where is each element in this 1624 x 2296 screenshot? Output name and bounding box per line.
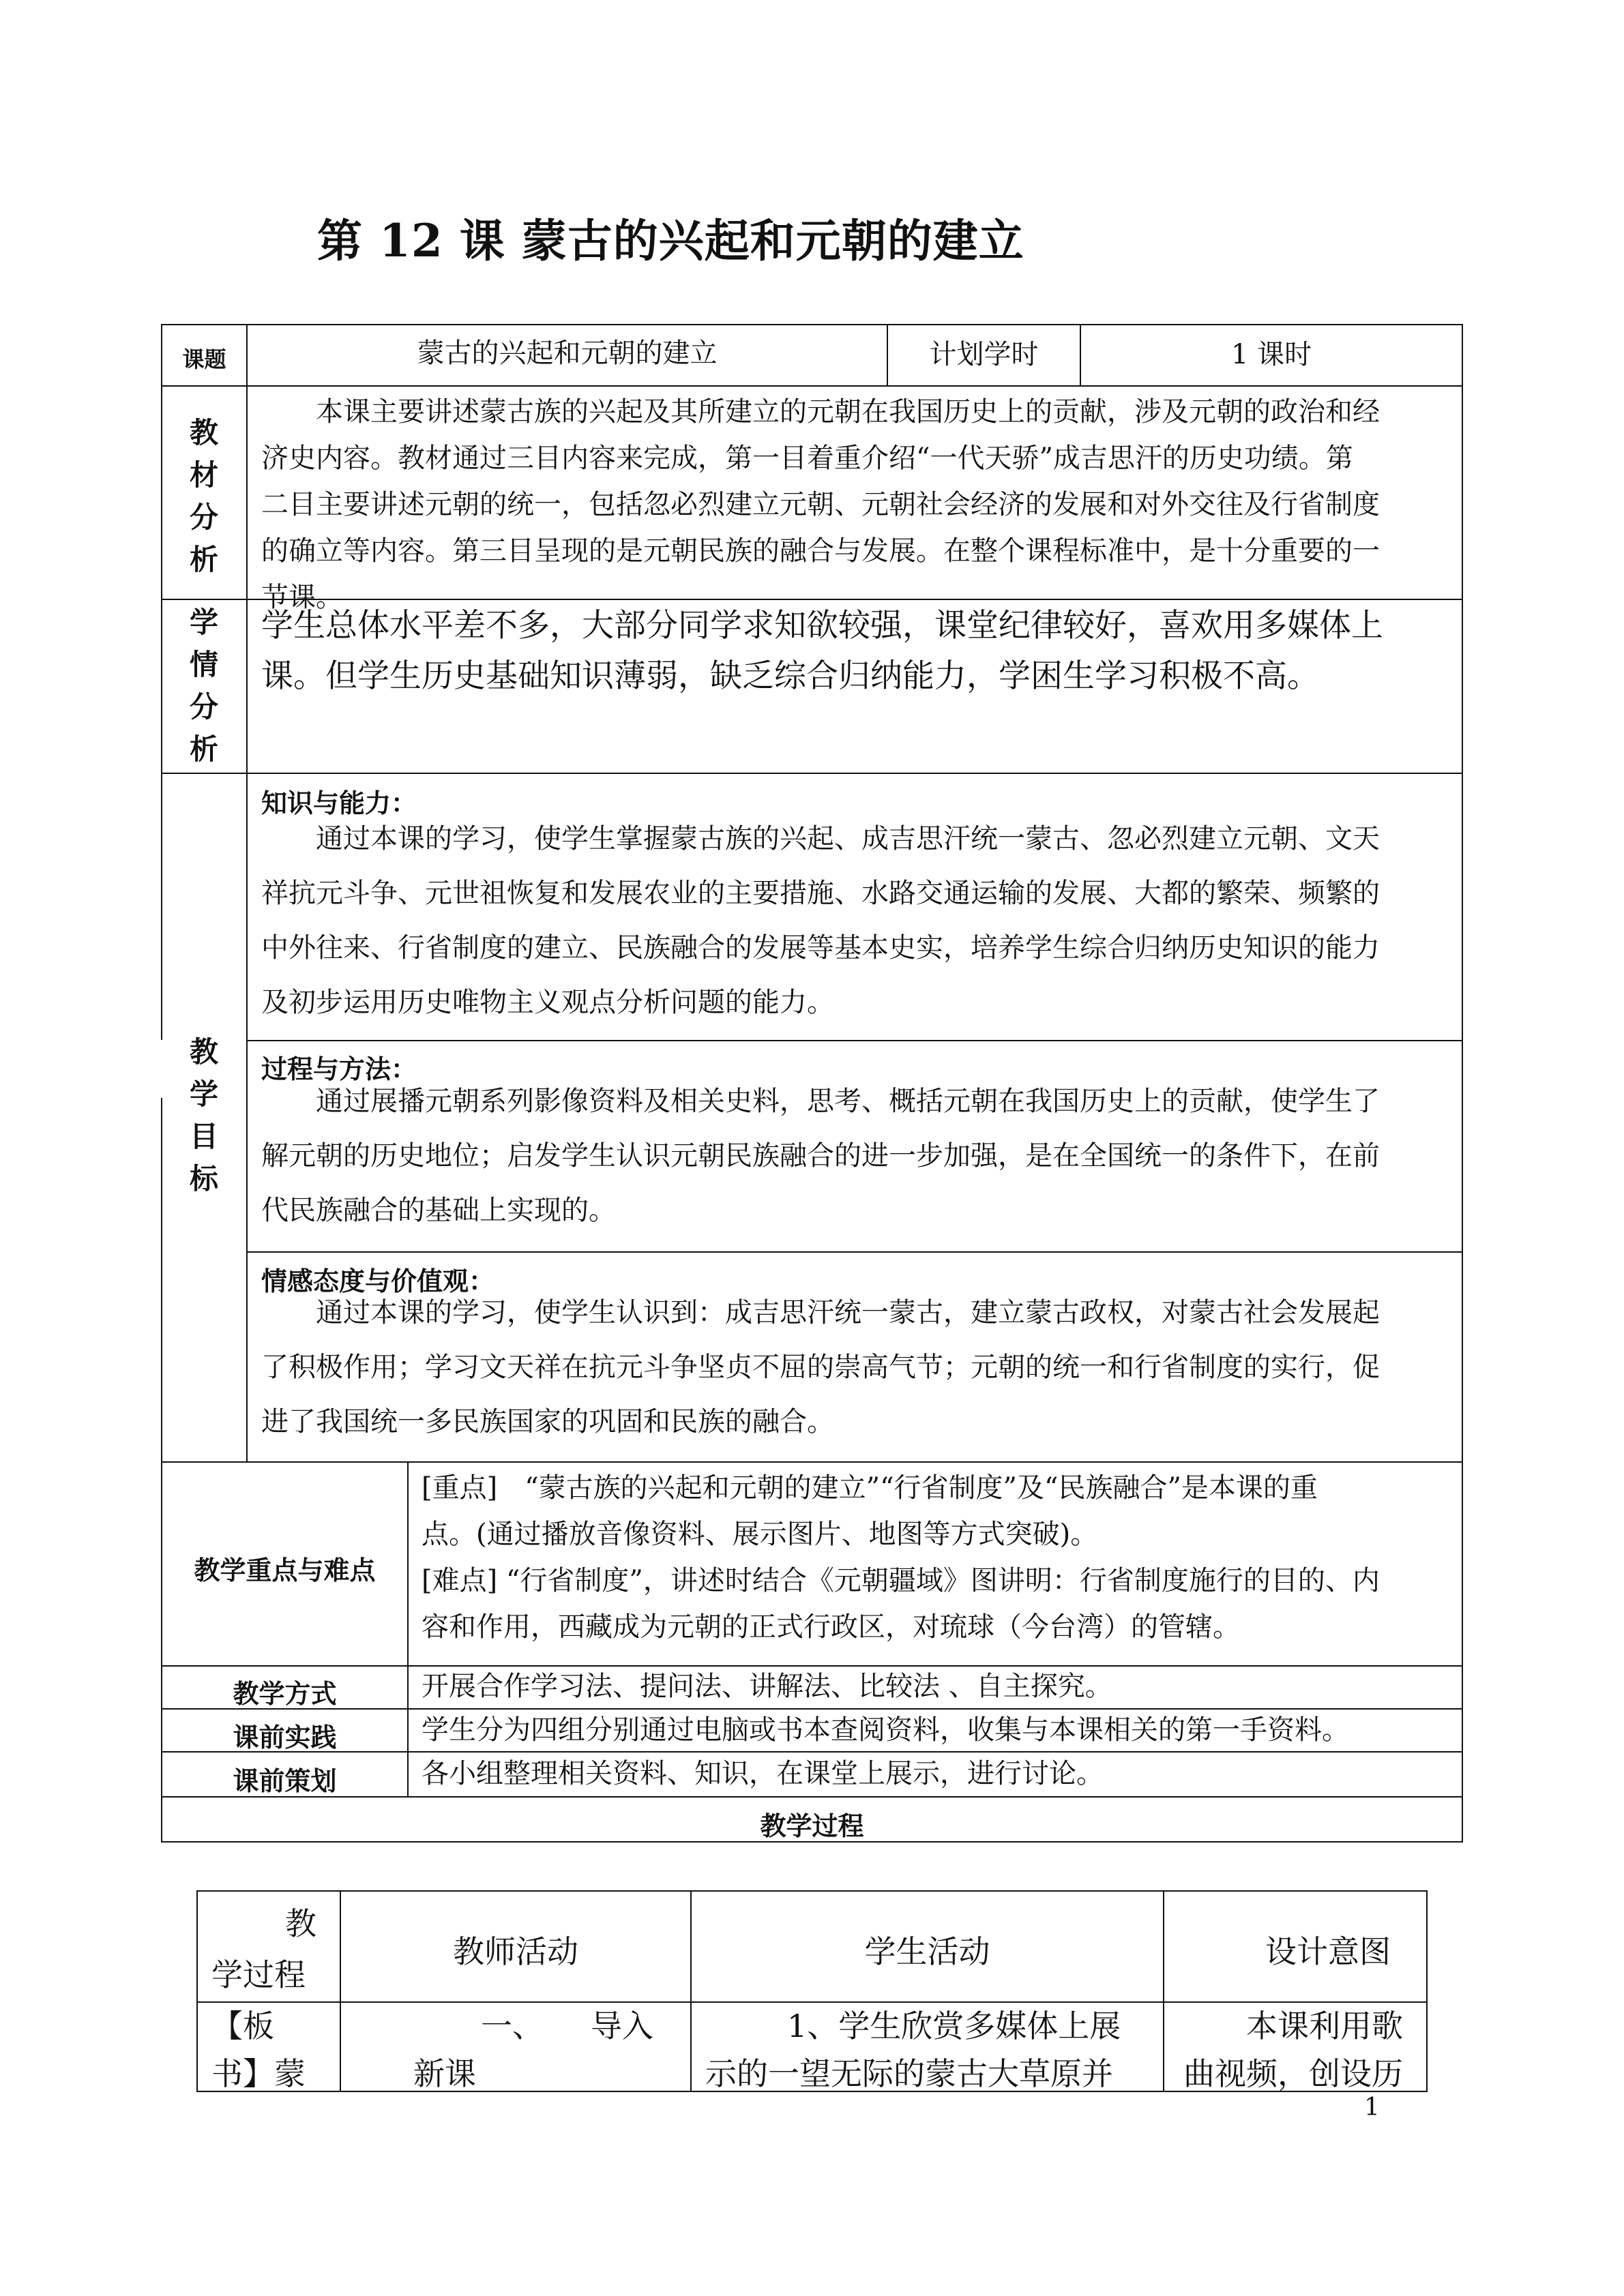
method-value: 开展合作学习法、提问法、讲解法、比较法 、自主探究。 [422, 1671, 1112, 1702]
emotion-text: 通过本课的学习，使学生认识到：成吉思汗统一蒙古，建立蒙古政权，对蒙古社会发展起 了积极作用；学习文天祥在抗元斗争坚贞不屈的崇高气节；元朝的统一和行省制度的实行，促 进了我国统一多民族国家的巩固和民族的融合。 [261, 1297, 1380, 1437]
process-text: 通过展播元朝系列影像资料及相关史料，思考、概括元朝在我国历史上的贡献，使学生了 解元朝的历史地位；启发学生认识元朝民族融合的进一步加强，是在全国统一的条件下，在前 代民族融合的基础上实现的。 [261, 1086, 1380, 1226]
process-col1-header-line2: 学过程 [211, 1956, 306, 1993]
process-heading-row: 教学过程 [760, 1811, 864, 1841]
teacher-activity-header: 教师活动 [453, 1933, 578, 1970]
process-row1-col1: 【板 书】蒙 [211, 2008, 306, 2092]
table-line [161, 1461, 1463, 1463]
table-line [161, 773, 1463, 774]
table-line [246, 324, 248, 1461]
knowledge-heading: 知识与能力： [261, 788, 417, 818]
table-line [196, 1890, 198, 2092]
key-points-text: [重点] “蒙古族的兴起和元朝的建立”“行省制度”及“民族融合”是本课的重 点。(通过播放音像资料、展示图片、地图等方式突破)。 [难点] “行省制度”，讲述时结合《元朝疆域》图讲明：行省制度施行的目的、内 容和作用，西藏成为元朝的正式行政区，对琉球（今台湾）的管辖。 [422, 1472, 1380, 1643]
process-heading: 过程与方法： [261, 1054, 417, 1084]
table-line [407, 1461, 409, 1796]
plan-hours-value: 1 课时 [1230, 339, 1312, 370]
textbook-analysis-text: 本课主要讲述蒙古族的兴起及其所建立的元朝在我国历史上的贡献，涉及元朝的政治和经 济史内容。教材通过三目内容来完成，第一目着重介绍“一代天骄”成吉思汗的历史功绩。第 二目主要讲述元朝的统一，包括忽必烈建立元朝、元朝社会经济的发展和对外交往及行省制度 的确立等内容。第三目呈现的是元朝民族的融合与发展。在整个课程标准中，是十分重要的一 节课。 [261, 396, 1380, 613]
table-line [161, 1665, 1463, 1667]
textbook-analysis-label: 教 材 分 析 [189, 416, 218, 576]
process-row1-col2: 一、 导入 新课 [413, 2008, 653, 2092]
table-line [161, 324, 1463, 325]
table-line [1426, 1890, 1428, 2092]
table-line [246, 1251, 1463, 1253]
student-activity-header: 学生活动 [864, 1933, 990, 1970]
process-col1-header-line1: 教 [285, 1905, 316, 1942]
design-intent-header: 设计意图 [1265, 1933, 1391, 1970]
teaching-goals-label: 教 学 目 标 [189, 1035, 218, 1195]
table-line [161, 385, 1463, 387]
topic-label: 课题 [182, 346, 226, 372]
process-row1-col3: 1、学生欣赏多媒体上展 示的一望无际的蒙古大草原并 [705, 2008, 1121, 2092]
table-line [1462, 324, 1463, 1843]
emotion-heading: 情感态度与价值观： [261, 1266, 495, 1296]
practice-label: 课前实践 [233, 1723, 337, 1753]
planning-label: 课前策划 [233, 1766, 337, 1796]
student-analysis-text: 学生总体水平差不多，大部分同学求知欲较强，课堂纪律较好，喜欢用多媒体上 课。但学生历史基础知识薄弱，缺乏综合归纳能力，学困生学习积极不高。 [261, 607, 1383, 695]
topic-value: 蒙古的兴起和元朝的建立 [417, 338, 718, 369]
key-points-label: 教学重点与难点 [194, 1555, 376, 1585]
knowledge-text: 通过本课的学习，使学生掌握蒙古族的兴起、成吉思汗统一蒙古、忽必烈建立元朝、文天 祥抗元斗争、元世祖恢复和发展农业的主要措施、水路交通运输的发展、大都的繁荣、频繁的 中外往来、行省制度的建立、民族融合的发展等基本史实，培养学生综合归纳历史知识的能力 及初步运用历史唯物主义观点分析问题的能力。 [261, 823, 1380, 1018]
method-label: 教学方式 [233, 1679, 337, 1709]
plan-hours-label: 计划学时 [929, 339, 1039, 370]
student-analysis-label: 学 情 分 析 [189, 606, 218, 766]
table-line [161, 324, 162, 1040]
process-row1-col4: 本课利用歌 曲视频，创设历 [1183, 2008, 1403, 2092]
table-line [246, 1040, 1463, 1041]
page-number: 1 [1364, 2093, 1380, 2121]
table-line [196, 1890, 1428, 1892]
practice-value: 学生分为四组分别通过电脑或书本查阅资料，收集与本课相关的第一手资料。 [422, 1714, 1349, 1746]
planning-value: 各小组整理相关资料、知识，在课堂上展示，进行讨论。 [422, 1758, 1104, 1789]
page-title: 第 12 课 蒙古的兴起和元朝的建立 [317, 214, 1024, 267]
